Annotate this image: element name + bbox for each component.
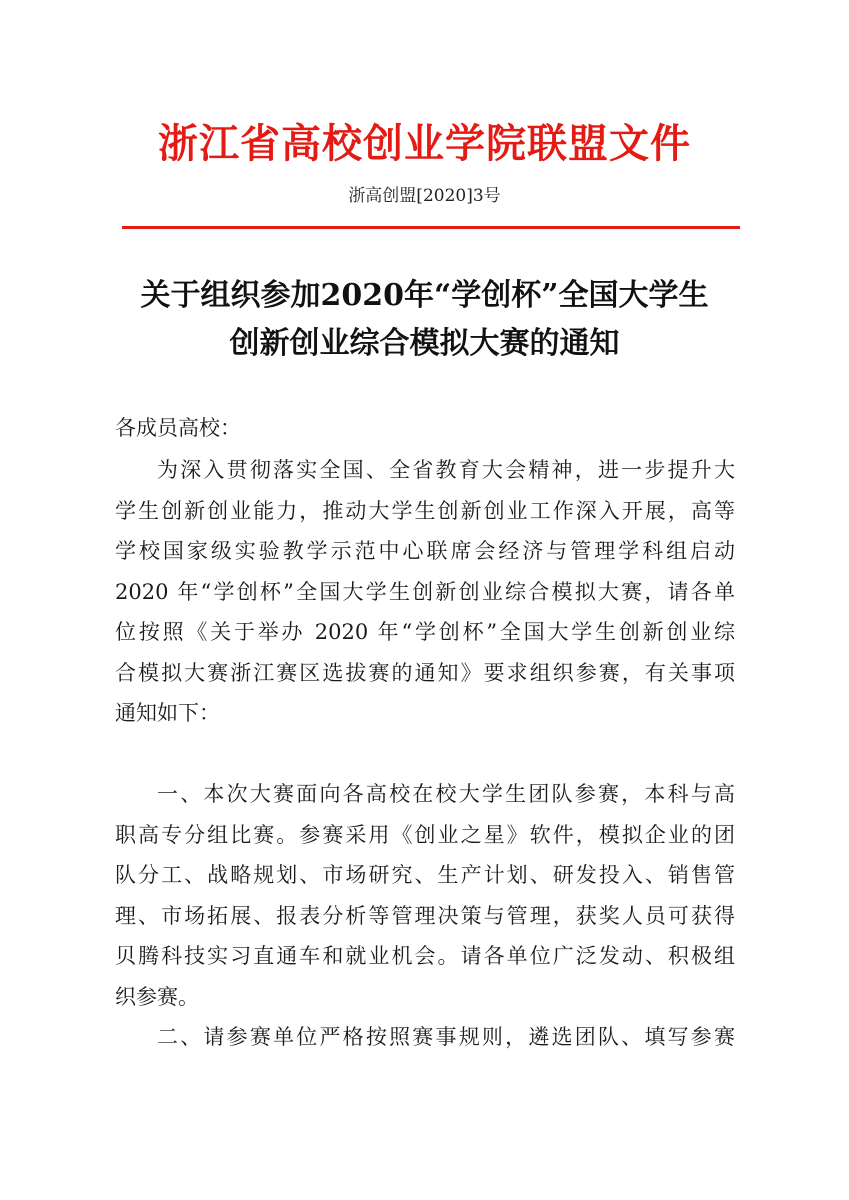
issuing-org-title: 浙江省高校创业学院联盟文件 — [158, 120, 691, 167]
notice-title-line-2: 创新创业综合模拟大赛的通知 — [229, 326, 620, 361]
paragraph-line: 通知如下： — [115, 701, 220, 725]
paragraph-line: 学校国家级实验教学示范中心联席会经济与管理学科组启动 — [115, 539, 735, 563]
paragraph-line: 2020 年“学创杯”全国大学生创新创业综合模拟大赛，请各单 — [115, 579, 735, 604]
paragraph-line: 队分工、战略规划、市场研究、生产计划、研发投入、销售管 — [115, 863, 735, 887]
notice-title-line-1: 关于组织参加2020年“学创杯”全国大学生 — [140, 278, 709, 313]
paragraph-line: 织参赛。 — [115, 984, 199, 1009]
paragraph-line: 职高专分组比赛。参赛采用《创业之星》软件，模拟企业的团 — [115, 822, 735, 847]
paragraph-line: 为深入贯彻落实全国、全省教育大会精神，进一步提升大 — [157, 458, 735, 482]
paragraph-line: 位按照《关于举办 2020 年“学创杯”全国大学生创新创业综 — [115, 620, 735, 644]
red-separator-rule — [122, 226, 740, 229]
paragraph-line: 一、本次大赛面向各高校在校大学生团队参赛，本科与高 — [157, 782, 735, 806]
paragraph-line: 合模拟大赛浙江赛区选拔赛的通知》要求组织参赛，有关事项 — [115, 660, 735, 685]
paragraph-line: 二、请参赛单位严格按照赛事规则，遴选团队、填写参赛 — [157, 1025, 735, 1049]
paragraph-line: 理、市场拓展、报表分析等管理决策与管理，获奖人员可获得 — [115, 903, 735, 928]
paragraph-1 — [115, 450, 735, 734]
paragraph-2 — [115, 774, 735, 1017]
salutation: 各成员高校： — [115, 416, 241, 440]
paragraph-line: 学生创新创业能力，推动大学生创新创业工作深入开展，高等 — [115, 498, 735, 523]
document-number: 浙高创盟[2020]3号 — [348, 186, 501, 206]
paragraph-3 — [115, 1017, 735, 1058]
notice-title — [90, 272, 759, 368]
paragraph-line: 贝腾科技实习直通车和就业机会。请各单位广泛发动、积极组 — [115, 944, 735, 968]
